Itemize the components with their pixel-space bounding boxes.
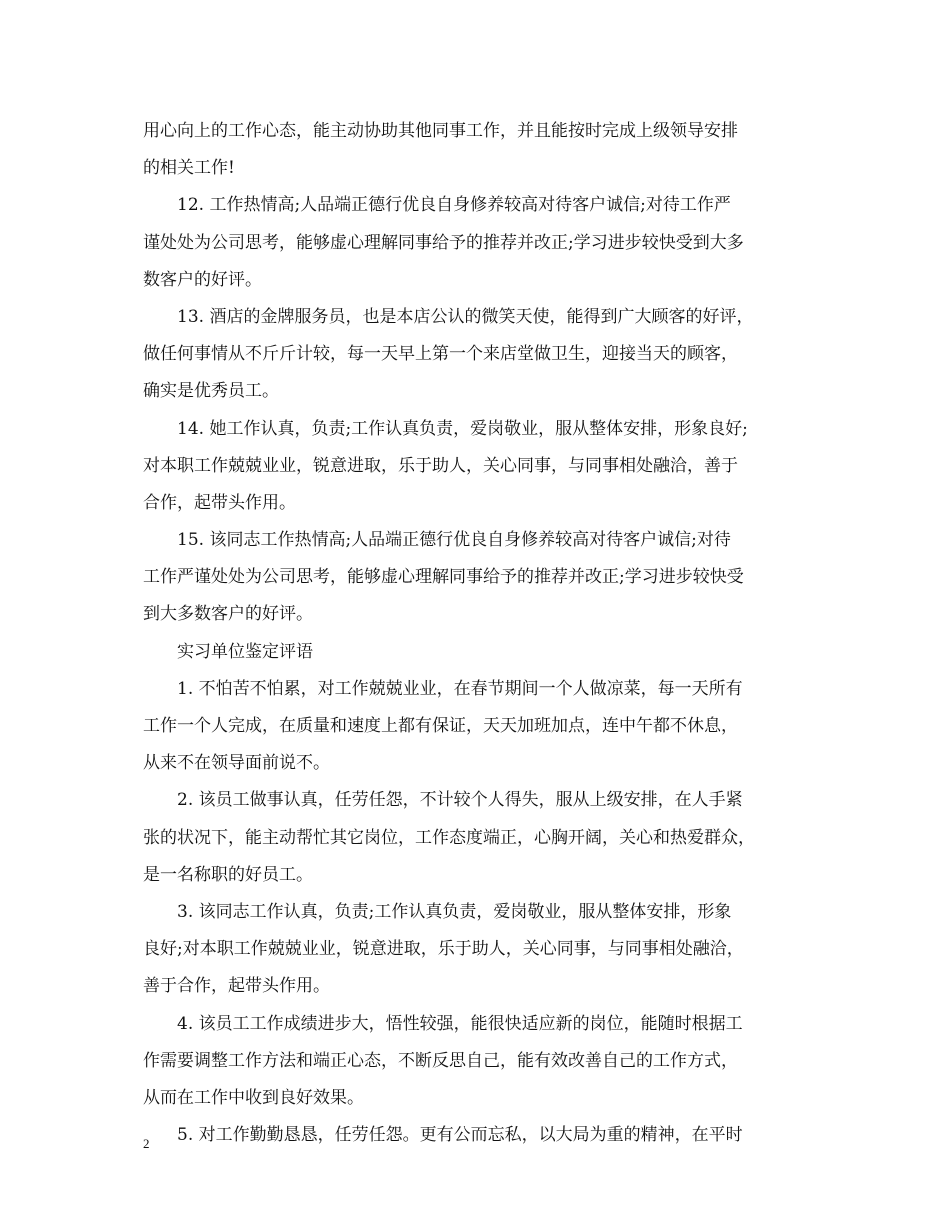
page-number: 2 [143,1136,150,1151]
text-line: 15. 该同志工作热情高;人品端正德行优良自身修养较高对待客户诚信;对待 [177,530,731,551]
text-line: 良好;对本职工作兢兢业业，锐意进取，乐于助人，关心同事，与同事相处融洽， [143,939,744,960]
text-line: 5. 对工作勤勤恳恳，任劳任怨。更有公而忘私，以大局为重的精神，在平时 [177,1125,743,1146]
text-line: 确实是优秀员工。 [143,381,279,402]
text-line: 14. 她工作认真，负责;工作认真负责，爱岗敬业，服从整体安排，形象良好; [177,418,748,439]
text-line: 用心向上的工作心态，能主动协助其他同事工作，并且能按时完成上级领导安排 [143,121,738,141]
text-line: 谨处处为公司思考，能够虚心理解同事给予的推荐并改正;学习进步较快受到大多 [143,232,744,253]
text-line: 3. 该同志工作认真，负责;工作认真负责，爱岗敬业，服从整体安排，形象 [177,901,732,922]
text-line: 从来不在领导面前说不。 [143,753,330,774]
text-line: 到大多数客户的好评。 [143,604,313,625]
text-line: 从而在工作中收到良好效果。 [143,1087,364,1108]
text-line: 数客户的好评。 [143,269,262,290]
document-body [143,113,823,1154]
text-line: 1. 不怕苦不怕累，对工作兢兢业业，在春节期间一个人做凉菜，每一天所有 [177,678,743,699]
text-line: 合作，起带头作用。 [143,492,296,513]
text-line: 工作严谨处处为公司思考，能够虚心理解同事给予的推荐并改正;学习进步较快受 [143,567,744,588]
text-line: 12. 工作热情高;人品端正德行优良自身修养较高对待客户诚信;对待工作严 [177,195,731,216]
text-line: 做任何事情从不斤斤计较，每一天早上第一个来店堂做卫生，迎接当天的顾客， [143,344,738,365]
text-line: 2. 该员工做事认真，任劳任怨，不计较个人得失，服从上级安排，在人手紧 [177,790,743,811]
text-line: 13. 酒店的金牌服务员，也是本店公认的微笑天使，能得到广大顾客的好评， [177,306,754,327]
text-line: 对本职工作兢兢业业，锐意进取，乐于助人，关心同事，与同事相处融洽，善于 [143,455,738,476]
text-line: 张的状况下，能主动帮忙其它岗位，工作态度端正，心胸开阔，关心和热爱群众， [143,827,755,848]
text-line: 的相关工作! [143,158,235,179]
text-line: 4. 该员工工作成绩进步大，悟性较强，能很快适应新的岗位，能随时根据工 [177,1013,743,1034]
text-line: 是一名称职的好员工。 [143,864,313,885]
text-line: 作需要调整工作方法和端正心态，不断反思自己，能有效改善自己的工作方式， [143,1050,738,1071]
text-line: 工作一个人完成，在质量和速度上都有保证，天天加班加点，连中午都不休息， [143,716,738,736]
section-heading: 实习单位鉴定评语 [177,641,313,662]
text-line: 善于合作，起带头作用。 [143,976,330,997]
